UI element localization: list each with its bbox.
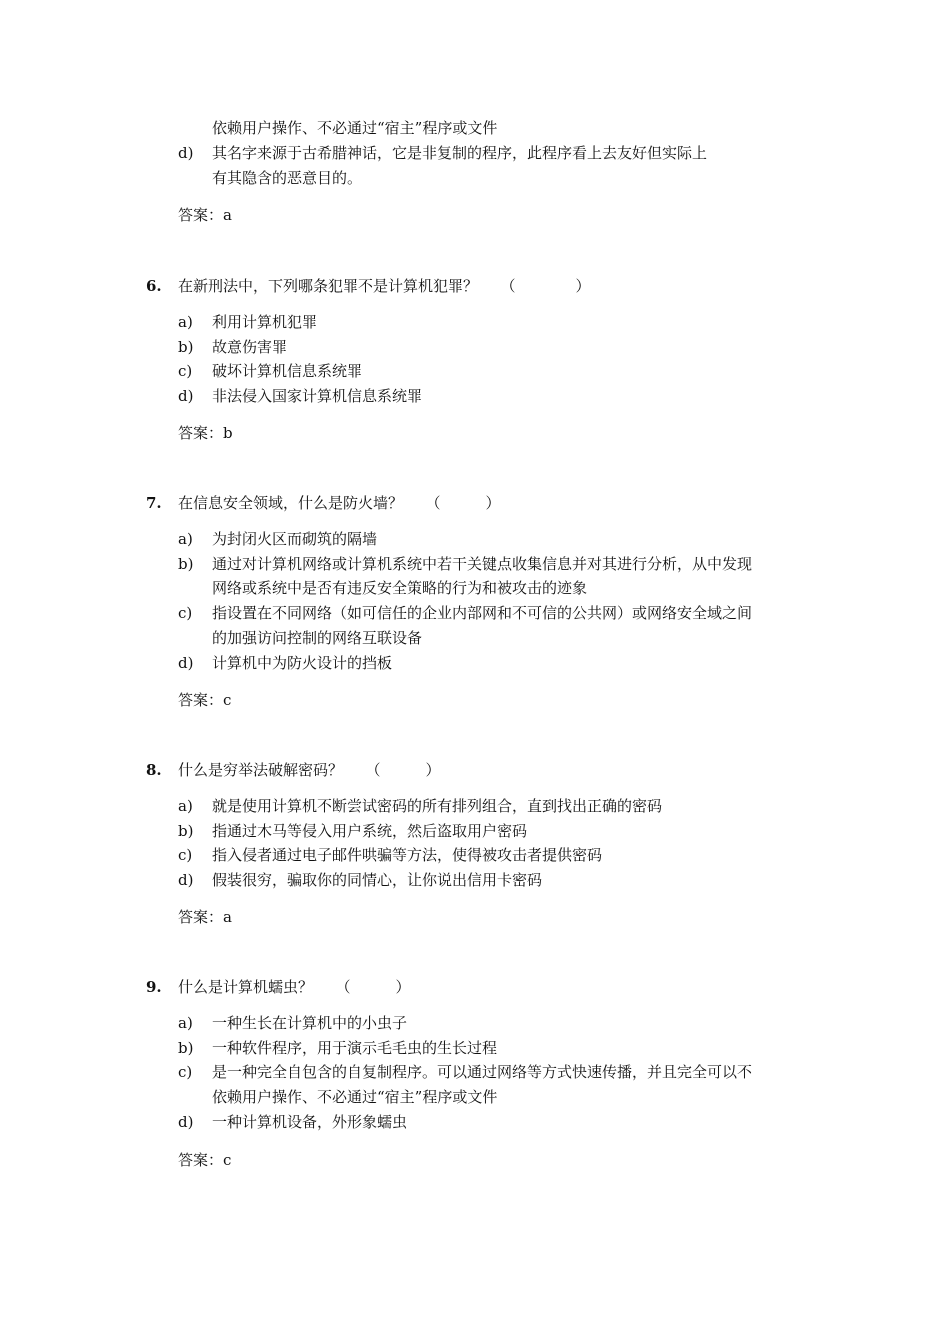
q5-option-d-line1: 其名字来源于古希腊神话，它是非复制的程序，此程序看上去友好但实际上 [212, 144, 708, 162]
question-number: 7. [146, 494, 162, 512]
question-text: 在新刑法中，下列哪条犯罪不是计算机犯罪？ （ ） [178, 277, 591, 295]
option-text: 一种软件程序，用于演示毛毛虫的生长过程 [212, 1039, 498, 1057]
option-text: 就是使用计算机不断尝试密码的所有排列组合，直到找出正确的密码 [212, 797, 663, 815]
option-text: 一种生长在计算机中的小虫子 [212, 1014, 408, 1032]
option-text: 指设置在不同网络（如可信任的企业内部网和不可信的公共网）或网络安全域之间 [212, 604, 753, 622]
option-text: 指入侵者通过电子邮件哄骗等方法，使得被攻击者提供密码 [212, 846, 603, 864]
option-text: 故意伤害罪 [212, 338, 288, 356]
option-text: 利用计算机犯罪 [212, 313, 318, 331]
option-text: 为封闭火区而砌筑的隔墙 [212, 530, 378, 548]
option-text-continuation: 依赖用户操作、不必通过“宿主”程序或文件 [212, 1088, 498, 1106]
q5-option-c-continuation: 依赖用户操作、不必通过“宿主”程序或文件 [212, 119, 498, 137]
question-number: 6. [146, 277, 162, 295]
option-text: 计算机中为防火设计的挡板 [212, 654, 393, 672]
option-label: c) [178, 1063, 193, 1081]
option-label: b) [178, 555, 194, 573]
q5-answer: 答案：a [178, 206, 232, 224]
option-text: 通过对计算机网络或计算机系统中若干关键点收集信息并对其进行分析，从中发现 [212, 555, 753, 573]
option-label: b) [178, 1039, 194, 1057]
q5-option-d-label: d) [178, 144, 194, 162]
question-text: 在信息安全领域，什么是防火墙？ （ ） [178, 494, 501, 512]
answer: 答案：a [178, 908, 232, 926]
question-number: 9. [146, 978, 162, 996]
question-text: 什么是穷举法破解密码？ （ ） [178, 761, 441, 779]
question-text: 什么是计算机蠕虫？ （ ） [178, 978, 411, 996]
option-label: c) [178, 604, 193, 622]
option-text: 非法侵入国家计算机信息系统罪 [212, 387, 423, 405]
option-label: b) [178, 338, 194, 356]
option-text-continuation: 的加强访问控制的网络互联设备 [212, 629, 423, 647]
option-text: 一种计算机设备，外形象蠕虫 [212, 1113, 408, 1131]
option-text: 是一种完全自包含的自复制程序。可以通过网络等方式快速传播，并且完全可以不 [212, 1063, 753, 1081]
option-label: d) [178, 654, 194, 672]
option-label: c) [178, 362, 193, 380]
option-label: a) [178, 797, 193, 815]
option-text: 指通过木马等侵入用户系统，然后盗取用户密码 [212, 822, 528, 840]
option-label: d) [178, 1113, 194, 1131]
option-label: b) [178, 822, 194, 840]
option-label: d) [178, 387, 194, 405]
q5-option-d-line2: 有其隐含的恶意目的。 [212, 169, 363, 187]
question-number: 8. [146, 761, 162, 779]
option-label: d) [178, 871, 194, 889]
option-label: c) [178, 846, 193, 864]
option-label: a) [178, 1014, 193, 1032]
answer: 答案：b [178, 424, 233, 442]
option-text: 破坏计算机信息系统罪 [212, 362, 363, 380]
answer: 答案：c [178, 691, 232, 709]
option-text-continuation: 网络或系统中是否有违反安全策略的行为和被攻击的迹象 [212, 579, 588, 597]
option-text: 假装很穷，骗取你的同情心，让你说出信用卡密码 [212, 871, 543, 889]
option-label: a) [178, 313, 193, 331]
option-label: a) [178, 530, 193, 548]
answer: 答案：c [178, 1151, 232, 1169]
